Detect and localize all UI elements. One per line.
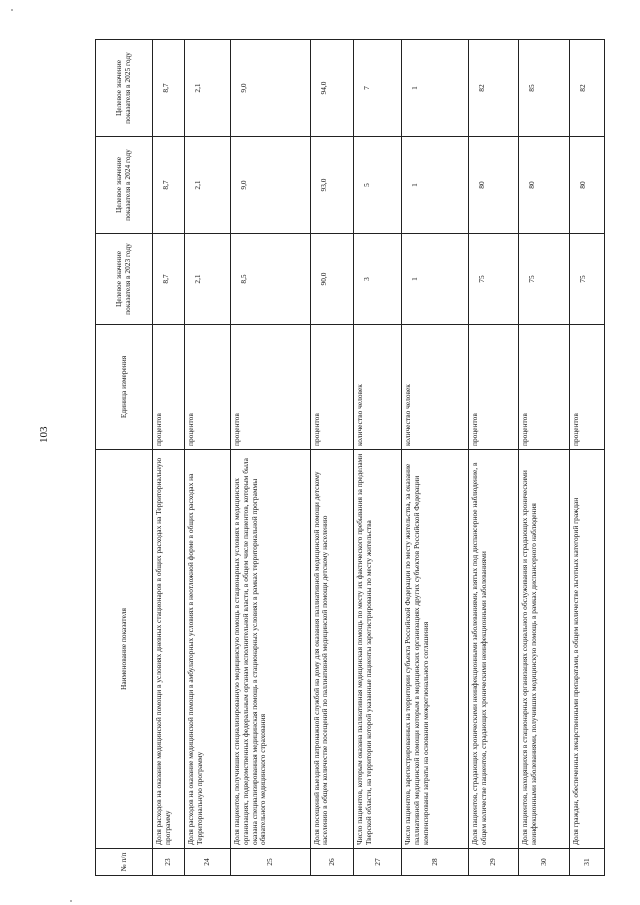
row-number: 25 [231,849,310,876]
header-indicator-name: Наименование показателя [96,450,153,849]
target-2024-cell: 80 [570,137,605,234]
scan-speck [70,900,72,902]
target-2024-cell: 93,0 [310,137,354,234]
target-2023-cell: 2,1 [185,234,231,325]
unit-cell: процентов [469,325,519,450]
table-row [310,40,354,876]
row-number: 30 [519,849,570,876]
indicator-name: Доля расходов на оказание медицинской помощи в условиях дневных стационаров в общих расходах на Территориальную программу [153,450,185,849]
table-row [231,40,310,876]
table-row [402,40,469,876]
header-target-2024: Целевое значение показателя в 2024 году [96,137,153,234]
table-row [185,40,231,876]
target-2025-cell: 1 [402,40,469,137]
indicator-name: Доля граждан, обеспеченных лекарственными препаратами, в общем количестве льготных категорий граждан [570,450,605,849]
indicator-name: Доля пациентов, находящихся в стационарных организациях социального обслуживания и страдающих хроническими неинфекционными заболеваниями, получивших медицинскую помощь в рамках диспансерного наблюдения [519,450,570,849]
indicator-name: Доля пациентов, страдающих хроническими неинфекционными заболеваниями, взятых под диспансерное наблюдение, в общем количестве пациентов, страдающих хроническими неинфекционными заболеваниями [469,450,519,849]
target-2024-cell: 9,0 [231,137,310,234]
indicator-name: Число пациентов, которым оказана паллиативная медицинская помощь по месту их фактического пребывания за пределами Тверской области, на территории которой указанные пациенты зарегистрированы по месту жительства [354,450,402,849]
target-2024-cell: 80 [469,137,519,234]
target-2025-cell: 82 [469,40,519,137]
table-row [570,40,605,876]
indicator-name: Доля расходов на оказание медицинской помощи в амбулаторных условиях в неотложной форме в общих расходах на Территориальную программу [185,450,231,849]
target-2024-cell: 80 [519,137,570,234]
header-number: № п/п [96,849,153,876]
target-2025-cell: 8,7 [153,40,185,137]
indicator-name: Доля пациентов, получивших специализированную медицинскую помощь в стационарных условиях в медицинских организациях, подведомственных федеральным органам исполнительной власти, в общем числе пациентов, которым была оказана специализированная медицинская помощь в стационарных условиях в рамках территориальной программы обязательного медицинского страхования [231,450,310,849]
header-unit: Единица измерения [96,325,153,450]
target-2025-cell: 94,0 [310,40,354,137]
target-2025-cell: 2,1 [185,40,231,137]
target-2024-cell: 8,7 [153,137,185,234]
unit-cell: количество человек [402,325,469,450]
row-number: 28 [402,849,469,876]
target-2025-cell: 82 [570,40,605,137]
row-number: 27 [354,849,402,876]
indicator-table [95,39,605,876]
unit-cell: процентов [519,325,570,450]
row-number: 31 [570,849,605,876]
indicator-table-rotated [95,40,605,876]
unit-cell: количество человек [354,325,402,450]
unit-cell: процентов [231,325,310,450]
table-row [469,40,519,876]
table-row [519,40,570,876]
target-2023-cell: 75 [469,234,519,325]
indicator-name: Число пациентов, зарегистрированных на территории субъекта Российской Федерации по месту жительства, за оказание паллиативной медицинской помощи которым в медицинских организациях других субъектов Российской Федерации компенсированы затраты на основании межрегионального соглашения [402,450,469,849]
target-2024-cell: 5 [354,137,402,234]
row-number: 29 [469,849,519,876]
row-number: 23 [153,849,185,876]
indicator-name: Доля посещений выездной патронажной службой на дому для оказания паллиативной медицинской помощи детскому населению в общем количестве посещений по паллиативной медицинской помощи детскому населению [310,450,354,849]
target-2023-cell: 1 [402,234,469,325]
target-2023-cell: 90,0 [310,234,354,325]
target-2023-cell: 3 [354,234,402,325]
target-2025-cell: 9,0 [231,40,310,137]
table-header-row [96,40,153,876]
target-2024-cell: 1 [402,137,469,234]
scan-speck [11,9,13,11]
target-2023-cell: 75 [570,234,605,325]
page-number: 103 [38,426,50,443]
header-target-2025: Целевое значение показателя в 2025 году [96,40,153,137]
table-row [354,40,402,876]
target-2023-cell: 8,5 [231,234,310,325]
row-number: 24 [185,849,231,876]
target-2024-cell: 2,1 [185,137,231,234]
unit-cell: процентов [310,325,354,450]
row-number: 26 [310,849,354,876]
unit-cell: процентов [570,325,605,450]
target-2025-cell: 7 [354,40,402,137]
target-2023-cell: 8,7 [153,234,185,325]
table-row [153,40,185,876]
unit-cell: процентов [153,325,185,450]
target-2023-cell: 75 [519,234,570,325]
header-target-2023: Целевое значение показателя в 2023 году [96,234,153,325]
target-2025-cell: 85 [519,40,570,137]
unit-cell: процентов [185,325,231,450]
